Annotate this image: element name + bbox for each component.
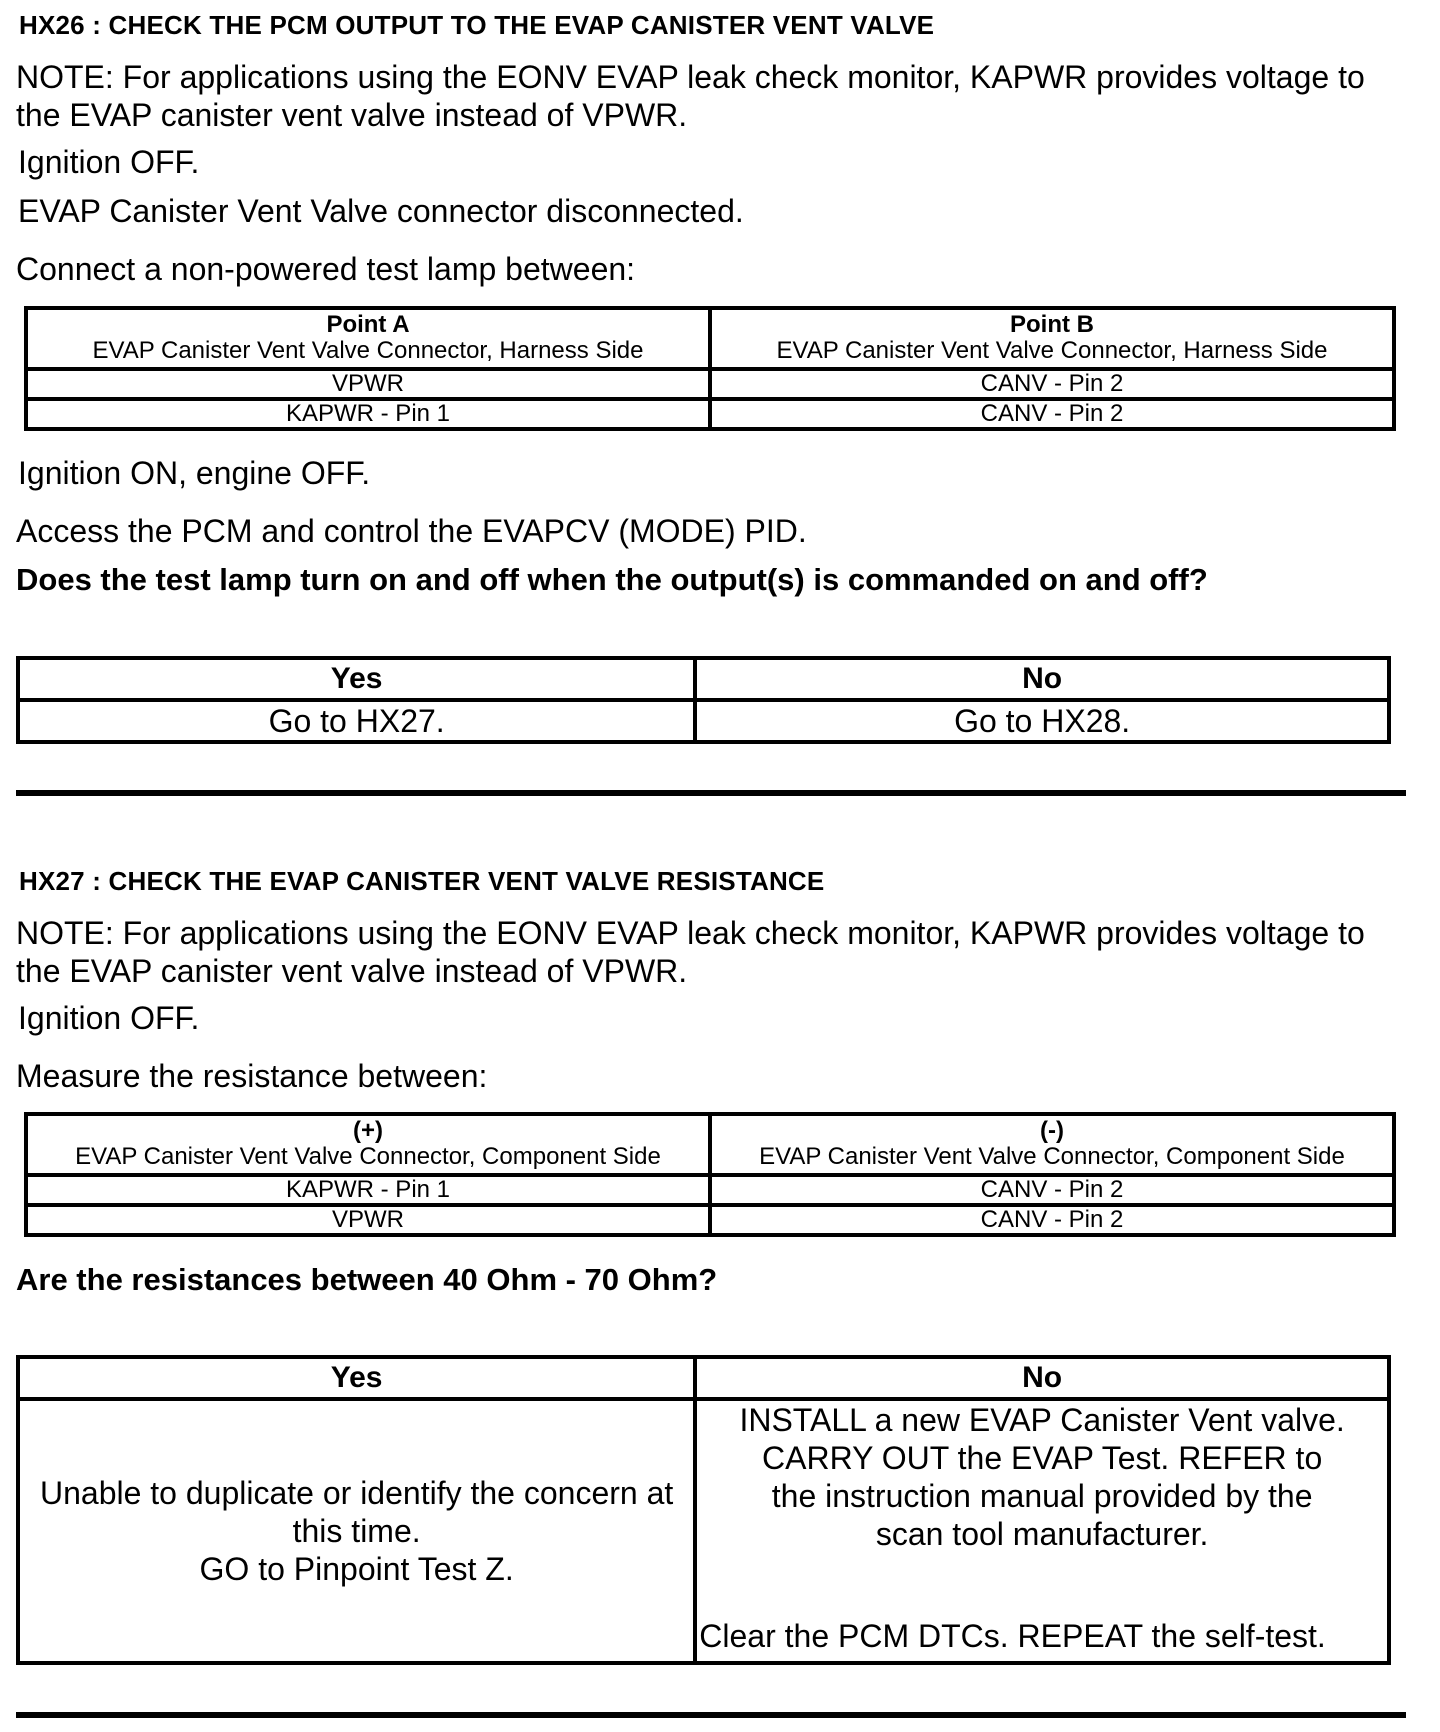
section-divider (16, 790, 1406, 796)
hx27-answer-table (16, 1355, 1391, 1665)
resistance-points-table (24, 1112, 1396, 1237)
section-hx26-note: NOTE: For applications using the EONV EVAP leak check monitor, KAPWR provides voltage to the EVAP canister vent valve instead of VPWR. (16, 59, 1365, 133)
answer-row (18, 700, 1389, 742)
yes-answer-line: Unable to duplicate or identify the concern at (39, 1475, 674, 1511)
table-row (26, 399, 1394, 429)
section-divider (16, 1712, 1406, 1718)
answer-header-row (18, 1357, 1389, 1399)
table-header-row (26, 308, 1394, 369)
no-answer-line: scan tool manufacturer. (875, 1516, 1209, 1552)
section-hx26-step-test-lamp: Connect a non-powered test lamp between: (16, 251, 636, 287)
section-hx27-note: NOTE: For applications using the EONV EVAP leak check monitor, KAPWR provides voltage to the EVAP canister vent valve instead of VPWR. (16, 915, 1365, 989)
no-answer-content (697, 1401, 1387, 1661)
section-hx26-question: Does the test lamp turn on and off when the output(s) is commanded on and off? (16, 562, 1208, 597)
section-hx27-step-measure: Measure the resistance between: (16, 1058, 488, 1094)
table-cell: VPWR (26, 1205, 710, 1235)
yes-header: Yes (18, 1357, 695, 1399)
section-hx27-title: HX27 : CHECK THE EVAP CANISTER VENT VALVE RESISTANCE (19, 866, 825, 896)
section-hx26-step-connector: EVAP Canister Vent Valve connector disconnected. (18, 193, 744, 229)
section-hx27-question: Are the resistances between 40 Ohm - 70 Ohm? (16, 1262, 718, 1297)
table-row (26, 1205, 1394, 1235)
negative-header (710, 1114, 1394, 1175)
no-answer: Go to HX28. (695, 700, 1389, 742)
point-b-title: Point B (1010, 311, 1094, 338)
yes-answer (18, 1399, 695, 1663)
no-answer-main (697, 1401, 1387, 1553)
table-cell: CANV - Pin 2 (710, 399, 1394, 429)
no-header: No (695, 1357, 1389, 1399)
point-b-subtitle: EVAP Canister Vent Valve Connector, Harness Side (776, 337, 1328, 364)
section-hx26-step-ignition-off: Ignition OFF. (18, 144, 200, 180)
table-cell: KAPWR - Pin 1 (26, 1175, 710, 1205)
negative-subtitle: EVAP Canister Vent Valve Connector, Component Side (759, 1143, 1345, 1170)
table-header-row (26, 1114, 1394, 1175)
table-cell: CANV - Pin 2 (710, 1175, 1394, 1205)
table-cell: KAPWR - Pin 1 (26, 399, 710, 429)
yes-answer: Go to HX27. (18, 700, 695, 742)
section-hx27-step-ignition-off: Ignition OFF. (18, 1000, 200, 1036)
no-answer-line: CARRY OUT the EVAP Test. REFER to (762, 1440, 1323, 1476)
negative-title: (-) (1040, 1117, 1064, 1144)
section-hx26-step-access-pcm: Access the PCM and control the EVAPCV (MODE) PID. (16, 513, 807, 549)
positive-title: (+) (353, 1117, 383, 1144)
no-answer-line: INSTALL a new EVAP Canister Vent valve. (739, 1402, 1345, 1438)
point-a-title: Point A (326, 311, 410, 338)
table-cell: VPWR (26, 369, 710, 399)
positive-header (26, 1114, 710, 1175)
point-a-subtitle: EVAP Canister Vent Valve Connector, Harness Side (92, 337, 644, 364)
answer-header-row (18, 658, 1389, 700)
section-hx26-step-ignition-on: Ignition ON, engine OFF. (18, 455, 371, 491)
no-answer-line: the instruction manual provided by the (771, 1478, 1313, 1514)
yes-answer-line: this time. (292, 1513, 421, 1549)
hx26-answer-table (16, 656, 1391, 744)
no-answer (695, 1399, 1389, 1663)
answer-row (18, 1399, 1389, 1663)
positive-subtitle: EVAP Canister Vent Valve Connector, Component Side (75, 1143, 661, 1170)
table-cell: CANV - Pin 2 (710, 1205, 1394, 1235)
table-row (26, 369, 1394, 399)
test-lamp-points-table (24, 306, 1396, 431)
table-cell: CANV - Pin 2 (710, 369, 1394, 399)
section-hx26-title: HX26 : CHECK THE PCM OUTPUT TO THE EVAP CANISTER VENT VALVE (19, 10, 935, 40)
no-answer-final-step: Clear the PCM DTCs. REPEAT the self-test. (699, 1618, 1326, 1654)
yes-answer-line: GO to Pinpoint Test Z. (199, 1551, 514, 1587)
point-b-header (710, 308, 1394, 369)
point-a-header (26, 308, 710, 369)
no-header: No (695, 658, 1389, 700)
yes-header: Yes (18, 658, 695, 700)
table-row (26, 1175, 1394, 1205)
